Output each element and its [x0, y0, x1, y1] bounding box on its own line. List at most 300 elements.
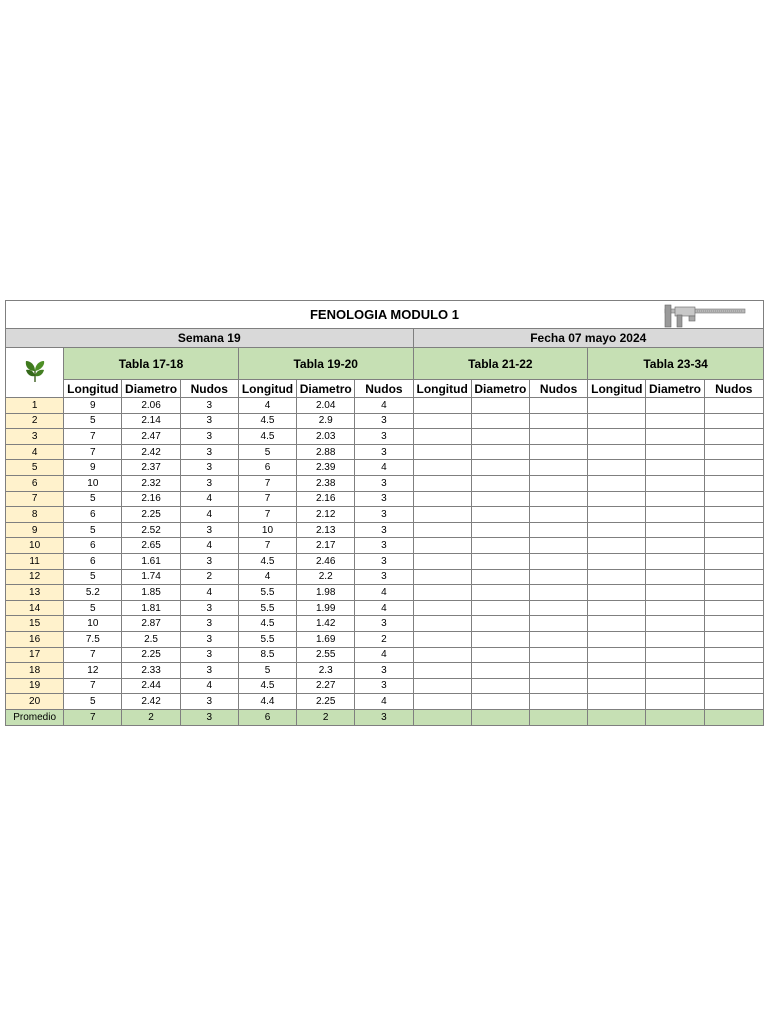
table-row	[6, 631, 764, 647]
table-cell: 2.39	[297, 460, 355, 476]
row-label: 18	[6, 663, 64, 679]
table-cell: 5.2	[64, 585, 122, 601]
table-cell	[529, 647, 587, 663]
col-header-nudos: Nudos	[355, 380, 413, 398]
sheet-title-cell	[6, 301, 764, 329]
table-cell: 2.16	[122, 491, 180, 507]
group-header-2: Tabla 19-20	[238, 348, 413, 380]
table-cell	[588, 538, 646, 554]
col-header-longitud: Longitud	[238, 380, 296, 398]
table-cell: 2.33	[122, 663, 180, 679]
table-cell	[704, 647, 763, 663]
table-row	[6, 491, 764, 507]
average-cell	[413, 709, 471, 725]
row-label: 20	[6, 694, 64, 710]
table-cell	[529, 475, 587, 491]
table-cell: 9	[64, 460, 122, 476]
table-cell	[588, 647, 646, 663]
table-cell	[413, 616, 471, 632]
row-label: 13	[6, 585, 64, 601]
row-label: 9	[6, 522, 64, 538]
table-cell: 1.85	[122, 585, 180, 601]
average-cell: 2	[122, 709, 180, 725]
table-cell: 4	[238, 569, 296, 585]
table-cell: 2.13	[297, 522, 355, 538]
table-cell: 3	[180, 398, 238, 414]
table-cell: 10	[64, 616, 122, 632]
table-cell: 3	[355, 538, 413, 554]
table-cell: 2.37	[122, 460, 180, 476]
table-cell	[413, 429, 471, 445]
table-cell	[529, 522, 587, 538]
table-cell	[646, 663, 704, 679]
table-cell: 4.5	[238, 553, 296, 569]
table-cell: 4	[355, 600, 413, 616]
table-cell	[471, 616, 529, 632]
table-cell	[704, 553, 763, 569]
table-cell: 4	[180, 491, 238, 507]
table-cell: 2.25	[122, 507, 180, 523]
table-cell	[704, 522, 763, 538]
table-cell: 2.14	[122, 413, 180, 429]
table-cell: 4.5	[238, 413, 296, 429]
table-cell	[529, 507, 587, 523]
table-cell	[646, 647, 704, 663]
average-cell	[646, 709, 704, 725]
table-cell	[413, 413, 471, 429]
table-cell: 7	[64, 647, 122, 663]
table-cell	[413, 647, 471, 663]
table-cell: 2.27	[297, 678, 355, 694]
table-cell	[646, 413, 704, 429]
table-cell: 5	[64, 600, 122, 616]
table-cell	[646, 491, 704, 507]
row-label: 16	[6, 631, 64, 647]
table-row	[6, 522, 764, 538]
group-header-4: Tabla 23-34	[588, 348, 764, 380]
table-cell	[588, 631, 646, 647]
row-label: 14	[6, 600, 64, 616]
table-cell	[413, 460, 471, 476]
table-cell: 3	[180, 616, 238, 632]
table-cell	[646, 694, 704, 710]
table-cell: 3	[355, 569, 413, 585]
table-cell: 2.55	[297, 647, 355, 663]
table-cell	[704, 460, 763, 476]
table-cell: 6	[238, 460, 296, 476]
table-cell	[646, 429, 704, 445]
table-cell: 2.47	[122, 429, 180, 445]
group-header-3: Tabla 21-22	[413, 348, 588, 380]
col-header-diametro: Diametro	[471, 380, 529, 398]
table-cell	[588, 507, 646, 523]
table-cell	[413, 444, 471, 460]
table-cell: 2.5	[122, 631, 180, 647]
leaf-icon	[22, 358, 48, 384]
table-cell: 2.17	[297, 538, 355, 554]
table-cell: 12	[64, 663, 122, 679]
table-cell	[413, 507, 471, 523]
row-label: 5	[6, 460, 64, 476]
table-cell	[413, 491, 471, 507]
table-cell	[471, 538, 529, 554]
table-cell: 5	[238, 663, 296, 679]
table-cell: 3	[180, 413, 238, 429]
table-row	[6, 694, 764, 710]
table-cell	[471, 647, 529, 663]
table-cell: 2.87	[122, 616, 180, 632]
table-cell	[588, 460, 646, 476]
table-cell: 3	[180, 460, 238, 476]
table-cell: 2.65	[122, 538, 180, 554]
table-row	[6, 678, 764, 694]
group-header-1: Tabla 17-18	[64, 348, 239, 380]
table-cell: 3	[355, 444, 413, 460]
table-cell: 5.5	[238, 631, 296, 647]
row-label: 19	[6, 678, 64, 694]
average-cell	[704, 709, 763, 725]
table-cell	[646, 569, 704, 585]
average-cell	[471, 709, 529, 725]
average-cell: 6	[238, 709, 296, 725]
table-cell: 3	[180, 553, 238, 569]
average-row	[6, 709, 764, 725]
table-cell: 6	[64, 507, 122, 523]
col-header-longitud: Longitud	[413, 380, 471, 398]
table-cell	[704, 569, 763, 585]
week-label: Semana 19	[6, 329, 414, 348]
table-cell	[529, 616, 587, 632]
table-cell: 3	[355, 429, 413, 445]
table-cell: 2.04	[297, 398, 355, 414]
table-cell	[588, 616, 646, 632]
table-cell: 3	[180, 522, 238, 538]
table-cell	[646, 616, 704, 632]
table-cell: 7	[64, 429, 122, 445]
table-cell: 2.06	[122, 398, 180, 414]
table-cell	[588, 398, 646, 414]
table-cell	[471, 413, 529, 429]
row-label: 2	[6, 413, 64, 429]
col-header-nudos: Nudos	[529, 380, 587, 398]
table-cell	[588, 663, 646, 679]
table-row	[6, 600, 764, 616]
table-cell	[704, 444, 763, 460]
phenology-table	[5, 300, 764, 726]
table-cell	[471, 522, 529, 538]
average-cell	[529, 709, 587, 725]
table-cell: 2.2	[297, 569, 355, 585]
table-cell: 2.46	[297, 553, 355, 569]
table-cell: 1.42	[297, 616, 355, 632]
table-cell: 5.5	[238, 585, 296, 601]
table-row	[6, 475, 764, 491]
table-cell: 4	[355, 694, 413, 710]
table-row	[6, 429, 764, 445]
table-cell: 2.32	[122, 475, 180, 491]
table-cell: 5	[64, 694, 122, 710]
table-cell	[646, 585, 704, 601]
table-row	[6, 444, 764, 460]
table-cell: 10	[64, 475, 122, 491]
table-cell	[413, 475, 471, 491]
table-cell: 5	[64, 413, 122, 429]
row-label: 15	[6, 616, 64, 632]
table-cell	[471, 460, 529, 476]
table-cell: 5	[64, 569, 122, 585]
col-header-longitud: Longitud	[588, 380, 646, 398]
table-cell	[471, 475, 529, 491]
phenology-sheet	[5, 300, 764, 726]
table-cell	[704, 600, 763, 616]
table-cell	[471, 444, 529, 460]
table-cell	[588, 569, 646, 585]
table-cell	[588, 491, 646, 507]
col-header-diametro: Diametro	[646, 380, 704, 398]
table-cell: 3	[355, 475, 413, 491]
table-cell	[704, 398, 763, 414]
table-cell	[704, 491, 763, 507]
row-label: 7	[6, 491, 64, 507]
col-header-longitud: Longitud	[64, 380, 122, 398]
table-cell	[704, 694, 763, 710]
average-cell: 3	[355, 709, 413, 725]
table-cell: 4	[180, 678, 238, 694]
table-row	[6, 569, 764, 585]
table-cell: 7	[64, 678, 122, 694]
table-cell	[413, 522, 471, 538]
table-cell	[529, 600, 587, 616]
average-cell	[588, 709, 646, 725]
table-cell: 2.25	[297, 694, 355, 710]
table-cell	[646, 522, 704, 538]
table-cell	[471, 600, 529, 616]
table-cell	[704, 663, 763, 679]
table-cell	[413, 694, 471, 710]
table-cell: 4	[238, 398, 296, 414]
table-cell: 4	[355, 647, 413, 663]
table-cell	[413, 569, 471, 585]
table-cell: 3	[180, 475, 238, 491]
table-cell: 5	[64, 522, 122, 538]
table-row	[6, 553, 764, 569]
table-cell	[646, 475, 704, 491]
row-label: 12	[6, 569, 64, 585]
table-cell	[529, 694, 587, 710]
table-cell: 3	[355, 413, 413, 429]
table-cell: 3	[355, 663, 413, 679]
table-cell	[704, 538, 763, 554]
table-cell: 3	[180, 647, 238, 663]
table-cell: 1.81	[122, 600, 180, 616]
leaf-icon-cell	[6, 348, 64, 398]
average-cell: 2	[297, 709, 355, 725]
row-label: 17	[6, 647, 64, 663]
col-header-diametro: Diametro	[297, 380, 355, 398]
table-cell: 1.74	[122, 569, 180, 585]
table-cell: 2.3	[297, 663, 355, 679]
table-cell: 3	[180, 663, 238, 679]
table-cell: 3	[355, 491, 413, 507]
table-cell	[704, 631, 763, 647]
table-cell: 3	[355, 678, 413, 694]
table-cell	[646, 538, 704, 554]
table-cell: 7	[64, 444, 122, 460]
table-cell	[529, 678, 587, 694]
table-cell	[413, 678, 471, 694]
row-label: 10	[6, 538, 64, 554]
table-cell	[413, 538, 471, 554]
table-cell: 4.5	[238, 429, 296, 445]
table-cell	[413, 631, 471, 647]
table-cell	[529, 538, 587, 554]
table-cell: 2.12	[297, 507, 355, 523]
table-cell	[704, 475, 763, 491]
table-cell: 1.99	[297, 600, 355, 616]
table-cell: 2.16	[297, 491, 355, 507]
table-cell: 7	[238, 507, 296, 523]
table-cell: 3	[355, 507, 413, 523]
table-cell	[471, 585, 529, 601]
table-cell: 7	[238, 538, 296, 554]
table-cell	[413, 585, 471, 601]
table-cell	[704, 678, 763, 694]
table-cell	[588, 678, 646, 694]
table-cell	[471, 663, 529, 679]
table-cell: 3	[355, 616, 413, 632]
table-cell: 4.4	[238, 694, 296, 710]
table-cell	[704, 429, 763, 445]
table-cell	[529, 553, 587, 569]
table-cell	[413, 398, 471, 414]
table-cell: 4	[355, 585, 413, 601]
table-cell: 2.44	[122, 678, 180, 694]
table-cell: 4	[180, 507, 238, 523]
table-cell	[529, 429, 587, 445]
table-cell: 2.42	[122, 694, 180, 710]
col-header-nudos: Nudos	[704, 380, 763, 398]
table-cell: 2.9	[297, 413, 355, 429]
table-cell	[529, 569, 587, 585]
table-cell	[471, 678, 529, 694]
table-cell: 5.5	[238, 600, 296, 616]
table-cell	[529, 460, 587, 476]
table-cell: 2.03	[297, 429, 355, 445]
table-cell: 1.98	[297, 585, 355, 601]
table-cell	[529, 585, 587, 601]
table-row	[6, 460, 764, 476]
table-cell	[646, 398, 704, 414]
col-header-nudos: Nudos	[180, 380, 238, 398]
table-cell	[529, 444, 587, 460]
table-row	[6, 398, 764, 414]
table-cell: 2	[180, 569, 238, 585]
date-label: Fecha 07 mayo 2024	[413, 329, 763, 348]
table-cell: 5	[238, 444, 296, 460]
table-cell: 2.42	[122, 444, 180, 460]
table-row	[6, 663, 764, 679]
table-cell	[646, 507, 704, 523]
table-cell	[646, 553, 704, 569]
table-cell	[471, 631, 529, 647]
table-cell	[529, 663, 587, 679]
table-cell: 1.61	[122, 553, 180, 569]
row-label: 11	[6, 553, 64, 569]
table-cell	[588, 553, 646, 569]
table-cell	[588, 444, 646, 460]
average-cell: 7	[64, 709, 122, 725]
table-cell	[646, 444, 704, 460]
table-cell: 5	[64, 491, 122, 507]
table-cell: 2.38	[297, 475, 355, 491]
table-cell: 3	[180, 631, 238, 647]
table-cell: 3	[355, 553, 413, 569]
table-cell: 9	[64, 398, 122, 414]
table-cell	[413, 663, 471, 679]
table-cell	[588, 475, 646, 491]
table-cell	[471, 569, 529, 585]
table-cell	[588, 694, 646, 710]
table-cell	[471, 507, 529, 523]
table-cell: 2	[355, 631, 413, 647]
table-cell	[529, 413, 587, 429]
table-cell: 4	[355, 460, 413, 476]
table-cell	[471, 553, 529, 569]
table-row	[6, 413, 764, 429]
table-cell	[588, 429, 646, 445]
table-cell: 3	[180, 694, 238, 710]
table-cell	[471, 694, 529, 710]
table-cell	[646, 631, 704, 647]
row-label: 6	[6, 475, 64, 491]
table-cell: 2.25	[122, 647, 180, 663]
table-cell: 4	[355, 398, 413, 414]
average-label: Promedio	[6, 709, 64, 725]
table-cell	[413, 553, 471, 569]
table-cell	[704, 585, 763, 601]
table-cell	[646, 460, 704, 476]
row-label: 1	[6, 398, 64, 414]
table-row	[6, 507, 764, 523]
table-cell: 10	[238, 522, 296, 538]
table-cell: 6	[64, 553, 122, 569]
table-cell: 8.5	[238, 647, 296, 663]
table-cell	[588, 585, 646, 601]
table-cell	[704, 413, 763, 429]
table-cell: 4.5	[238, 616, 296, 632]
table-cell	[529, 631, 587, 647]
table-row	[6, 585, 764, 601]
sheet-title: FENOLOGIA MODULO 1	[309, 307, 460, 322]
table-row	[6, 538, 764, 554]
table-cell: 3	[180, 444, 238, 460]
table-cell: 3	[180, 429, 238, 445]
table-row	[6, 647, 764, 663]
table-cell: 4	[180, 585, 238, 601]
table-cell	[646, 678, 704, 694]
table-cell: 2.52	[122, 522, 180, 538]
row-label: 3	[6, 429, 64, 445]
table-cell	[529, 491, 587, 507]
table-cell: 6	[64, 538, 122, 554]
table-cell: 7	[238, 475, 296, 491]
table-cell	[588, 413, 646, 429]
table-cell: 4.5	[238, 678, 296, 694]
table-cell	[588, 522, 646, 538]
table-cell	[704, 616, 763, 632]
table-cell: 4	[180, 538, 238, 554]
table-cell: 2.88	[297, 444, 355, 460]
